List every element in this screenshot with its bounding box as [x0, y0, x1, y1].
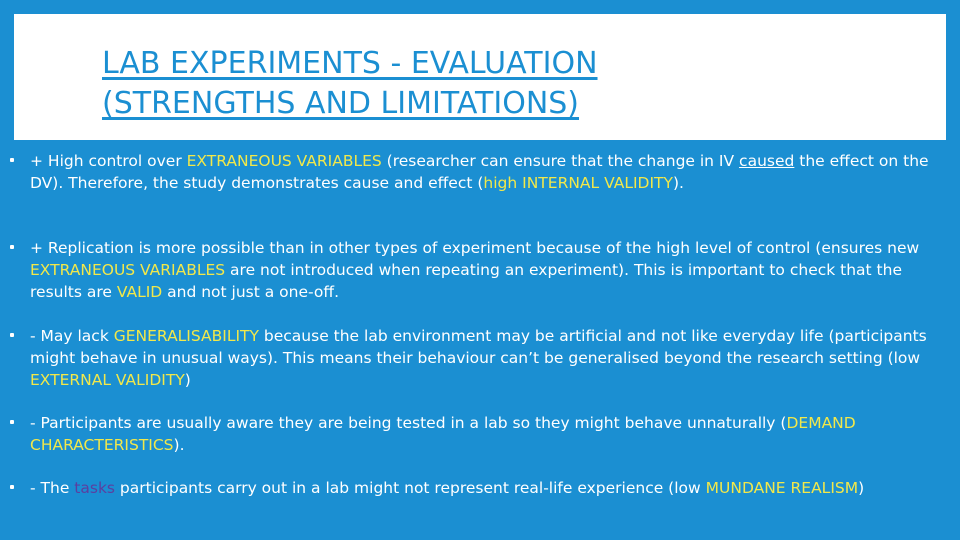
text-segment: The: [40, 479, 75, 497]
text-segment: May lack: [40, 327, 114, 345]
highlight-term: EXTERNAL VALIDITY: [30, 371, 185, 389]
title-line-2: (STRENGTHS AND LIMITATIONS): [102, 86, 580, 121]
text-segment: Participants are usually aware they are being tested in a lab so they might behave unnaturally (: [40, 414, 787, 432]
text-segment: because the lab environment may be artificial and not like everyday life (participants might behave in unusual ways). This means their behaviour can’t be generalised beyond the research setting (low: [30, 327, 927, 367]
highlight-term-tasks: tasks: [74, 479, 115, 497]
bullet-prefix: -: [30, 327, 41, 345]
text-segment: ).: [173, 436, 185, 454]
text-segment: High control over: [47, 152, 187, 170]
bullet-replication: [10, 237, 950, 303]
content-area: [0, 140, 960, 540]
bullet-marker: [10, 420, 14, 424]
highlight-term: VALID: [116, 283, 163, 301]
text-segment: ): [858, 479, 865, 497]
highlight-term: EXTRANEOUS VARIABLES: [186, 152, 382, 170]
bullet-mundane-realism: [10, 477, 950, 499]
highlight-term: GENERALISABILITY: [113, 327, 259, 345]
slide-title: [102, 44, 822, 124]
bullet-prefix: +: [30, 152, 48, 170]
bullet-text: [10, 325, 950, 391]
title-line-1: LAB EXPERIMENTS - EVALUATION: [102, 46, 598, 81]
text-segment: are not introduced when repeating an experiment). This is important to check that the results are: [30, 261, 902, 301]
underlined-term: caused: [739, 152, 795, 170]
title-area: [0, 0, 960, 140]
highlight-term: DEMAND CHARACTERISTICS: [30, 414, 856, 454]
bullet-marker: [10, 245, 14, 249]
bullet-prefix: -: [30, 479, 41, 497]
text-segment: Replication is more possible than in other types of experiment because of the high level of control (ensures new: [47, 239, 920, 257]
highlight-term: MUNDANE REALISM: [705, 479, 859, 497]
bullet-internal-validity: [10, 150, 950, 194]
text-segment: ).: [672, 174, 684, 192]
bullet-prefix: -: [30, 414, 41, 432]
highlight-term: high INTERNAL VALIDITY: [483, 174, 673, 192]
bullet-text: [10, 237, 950, 303]
text-segment: participants carry out in a lab might not represent real-life experience (low: [115, 479, 706, 497]
text-segment: the effect on the DV). Therefore, the study demonstrates cause and effect (: [30, 152, 929, 192]
text-segment: ): [184, 371, 191, 389]
bullet-text: [10, 412, 950, 456]
text-segment: and not just a one-off.: [162, 283, 339, 301]
bullet-prefix: +: [30, 239, 48, 257]
bullet-generalisability: [10, 325, 950, 391]
text-segment: (researcher can ensure that the change in IV: [381, 152, 740, 170]
bullet-demand-characteristics: [10, 412, 950, 456]
bullet-text: [10, 477, 950, 499]
bullet-text: [10, 150, 950, 194]
highlight-term: EXTRANEOUS VARIABLES: [30, 261, 226, 279]
bullet-marker: [10, 333, 14, 337]
bullet-marker: [10, 485, 14, 489]
bullet-marker: [10, 158, 14, 162]
